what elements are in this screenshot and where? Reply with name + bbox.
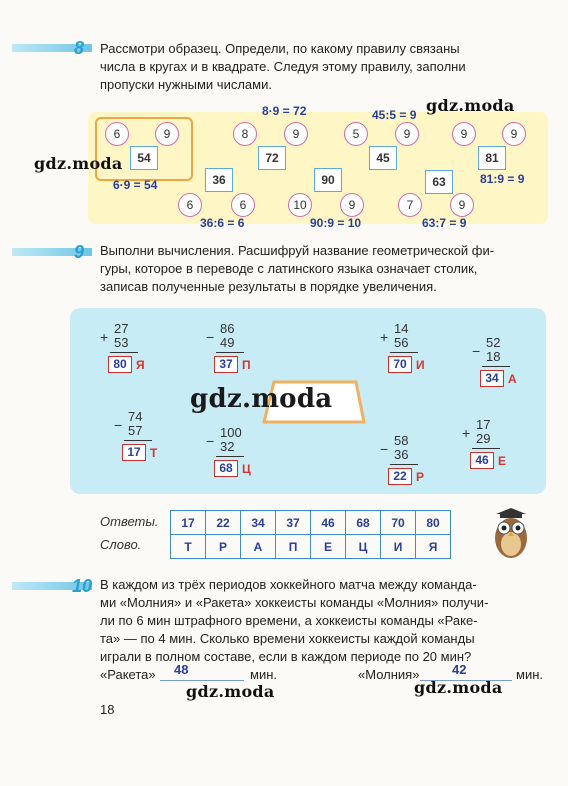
watermark: gdz.moda	[426, 96, 515, 115]
circle-number: 10	[288, 193, 312, 217]
task10-number: 10	[72, 576, 93, 596]
molniya-label: «Молния»	[358, 667, 420, 682]
equation-note: 45:5 = 9	[372, 108, 417, 122]
calc-line	[390, 464, 418, 465]
calc-result: 37	[214, 356, 238, 373]
equation-note: 63:7 = 9	[422, 216, 467, 230]
task8-line: числа в кругах и в квадрате. Следуя этому правилу, заполни	[100, 59, 466, 74]
equation-note: 6·9 = 54	[113, 178, 158, 192]
operand: 52	[486, 335, 501, 350]
answer-cell: 37	[276, 511, 311, 535]
operand: 57	[128, 423, 143, 438]
calc-result: 68	[214, 460, 238, 477]
operand: 58	[394, 433, 409, 448]
circle-number: 9	[395, 122, 419, 146]
circle-number: 6	[231, 193, 255, 217]
calc-letter: Р	[416, 470, 425, 484]
word-cell: Т	[171, 535, 206, 559]
raketa-answer: 48	[174, 662, 189, 677]
operand: 100	[220, 425, 242, 440]
raketa-label: «Ракета»	[100, 667, 156, 682]
calc-letter: А	[508, 372, 517, 386]
operand: 49	[220, 335, 235, 350]
word-cell: Ц	[346, 535, 381, 559]
task8-text	[100, 40, 545, 94]
task8-line: Рассмотри образец. Определи, по какому правилу связаны	[100, 41, 460, 56]
calc-result: 17	[122, 444, 146, 461]
task8-line: пропуски нужными числами.	[100, 77, 272, 92]
square-number: 90	[314, 168, 342, 192]
calc-line	[472, 448, 500, 449]
equation-note: 36:6 = 6	[200, 216, 245, 230]
answer-line	[160, 680, 244, 681]
answer-cell: 17	[171, 511, 206, 535]
task10-line: играли в полном составе, если в каждом периоде по 20 мин?	[100, 649, 472, 664]
answer-cell: 46	[311, 511, 346, 535]
task9-line: Выполни вычисления. Расшифруй название геометрической фи-	[100, 243, 495, 258]
circle-number: 9	[450, 193, 474, 217]
task10-text	[100, 576, 548, 666]
circle-number: 6	[178, 193, 202, 217]
task9-text	[100, 242, 545, 296]
word-cell: А	[241, 535, 276, 559]
calc-line	[216, 352, 244, 353]
unit-label: мин.	[516, 667, 543, 682]
unit-label: мин.	[250, 667, 277, 682]
operand: 36	[394, 447, 409, 462]
task9-line: гуры, которое в переводе с латинского языка означает столик,	[100, 261, 478, 276]
operand: 56	[394, 335, 409, 350]
word-cell: Е	[311, 535, 346, 559]
calc-letter: Я	[136, 358, 145, 372]
operator: −	[380, 441, 389, 457]
operator: +	[380, 329, 389, 345]
circle-number: 9	[452, 122, 476, 146]
operand: 14	[394, 321, 409, 336]
answers-row	[171, 511, 451, 535]
operator: −	[114, 417, 123, 433]
watermark: gdz.moda	[414, 678, 503, 697]
operand: 32	[220, 439, 235, 454]
operand: 29	[476, 431, 491, 446]
task8-number: 8	[74, 38, 85, 58]
circle-number: 9	[340, 193, 364, 217]
square-number: 45	[369, 146, 397, 170]
operand: 18	[486, 349, 501, 364]
operator: +	[100, 329, 109, 345]
word-cell: Р	[206, 535, 241, 559]
circle-number: 6	[105, 122, 129, 146]
task10-line: ми «Молния» и «Ракета» хоккеисты команды «Молния» получи-	[100, 595, 489, 610]
square-number: 63	[425, 170, 453, 194]
calc-result: 80	[108, 356, 132, 373]
square-number: 54	[130, 146, 158, 170]
equation-note: 90:9 = 10	[310, 216, 362, 230]
calc-letter: П	[242, 358, 251, 372]
word-label: Слово.	[100, 537, 142, 552]
circle-number: 5	[344, 122, 368, 146]
owl-illustration	[486, 506, 536, 562]
task10-line: та» — по 4 мин. Сколько времени хоккеисты каждой команды	[100, 631, 475, 646]
word-cell: П	[276, 535, 311, 559]
circle-number: 7	[398, 193, 422, 217]
answer-cell: 70	[381, 511, 416, 535]
word-cell: И	[381, 535, 416, 559]
task10-line: В каждом из трёх периодов хоккейного матча между команда-	[100, 577, 477, 592]
circle-number: 9	[155, 122, 179, 146]
answers-label: Ответы.	[100, 514, 159, 529]
operand: 74	[128, 409, 143, 424]
calc-line	[216, 456, 244, 457]
square-number: 72	[258, 146, 286, 170]
circle-number: 8	[233, 122, 257, 146]
square-number: 81	[478, 146, 506, 170]
calc-result: 70	[388, 356, 412, 373]
page-number: 18	[100, 702, 115, 717]
watermark: gdz.moda	[190, 384, 333, 414]
circle-number: 9	[502, 122, 526, 146]
calc-result: 22	[388, 468, 412, 485]
calc-letter: И	[416, 358, 425, 372]
answer-cell: 68	[346, 511, 381, 535]
calc-letter: Т	[150, 446, 158, 460]
circle-number: 9	[284, 122, 308, 146]
watermark: gdz.moda	[186, 682, 275, 701]
answers-table	[170, 510, 451, 559]
task9-number: 9	[74, 242, 85, 262]
answer-cell: 22	[206, 511, 241, 535]
equation-note: 81:9 = 9	[480, 172, 525, 186]
task10-line: ли по 6 мин штрафного времени, а хоккеисты команды «Раке-	[100, 613, 478, 628]
molniya-answer: 42	[452, 662, 467, 677]
calc-line	[482, 366, 510, 367]
calc-letter: Е	[498, 454, 507, 468]
calc-result: 46	[470, 452, 494, 469]
operand: 27	[114, 321, 129, 336]
square-number: 36	[205, 168, 233, 192]
calc-line	[124, 440, 152, 441]
word-row	[171, 535, 451, 559]
operator: −	[206, 329, 215, 345]
operand: 53	[114, 335, 129, 350]
operator: +	[462, 425, 471, 441]
calc-line	[110, 352, 138, 353]
calc-result: 34	[480, 370, 504, 387]
operand: 17	[476, 417, 491, 432]
equation-note: 8·9 = 72	[262, 104, 307, 118]
word-cell: Я	[416, 535, 451, 559]
calc-line	[390, 352, 418, 353]
watermark: gdz.moda	[34, 154, 123, 173]
answer-cell: 80	[416, 511, 451, 535]
operator: −	[472, 343, 481, 359]
task9-line: записав полученные результаты в порядке увеличения.	[100, 279, 437, 294]
operand: 86	[220, 321, 235, 336]
calc-letter: Ц	[242, 462, 251, 476]
operator: −	[206, 433, 215, 449]
answer-cell: 34	[241, 511, 276, 535]
